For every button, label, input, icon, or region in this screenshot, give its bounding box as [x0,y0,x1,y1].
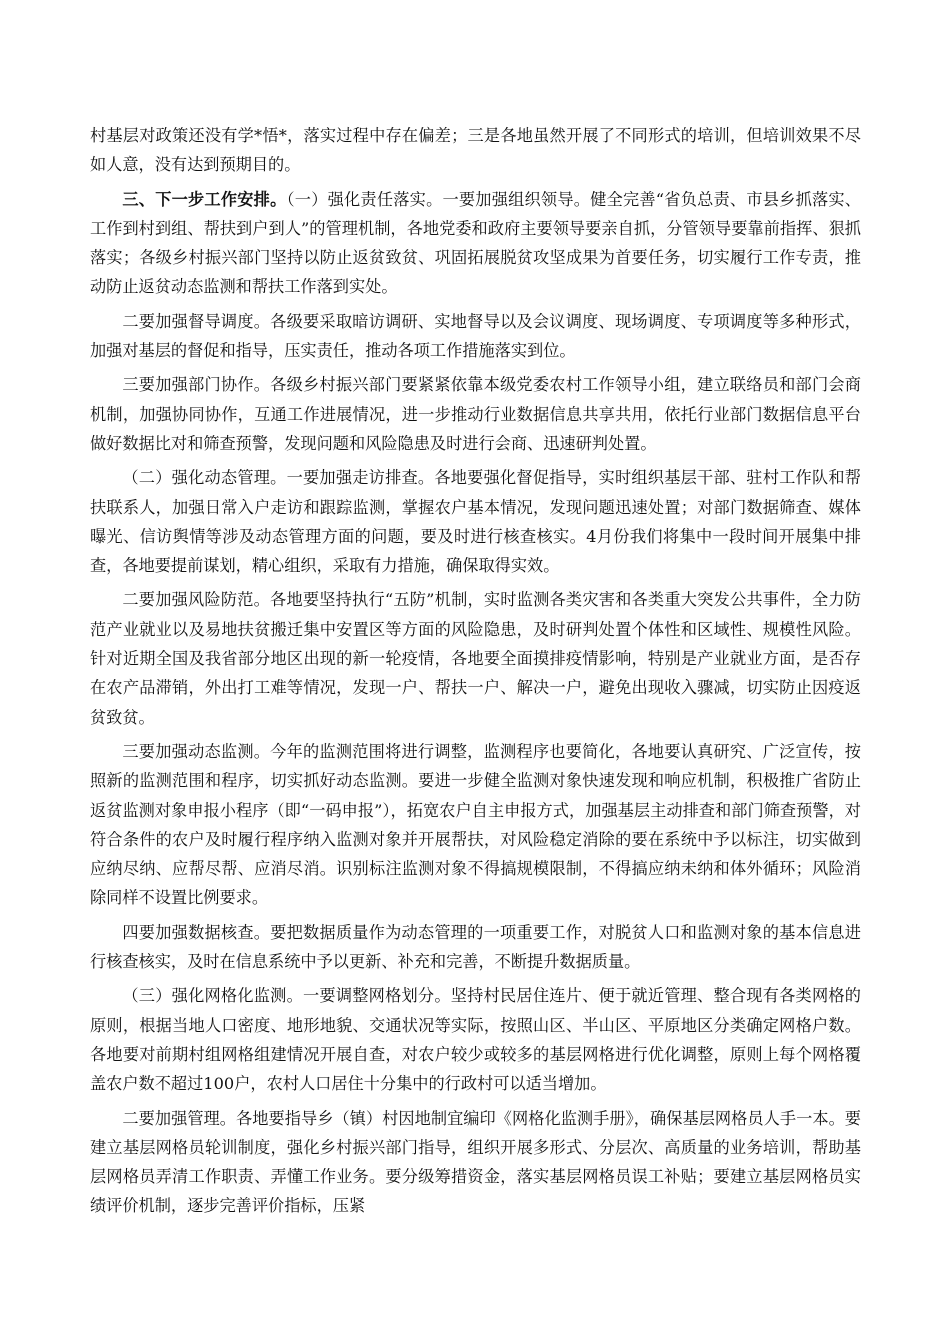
paragraph-text: （二）强化动态管理。一要加强走访排查。各地要强化督促指导，实时组织基层干部、驻村工作队和帮扶联系人，加强日常入户走访和跟踪监测，掌握农户基本情况，发现问题迅速处置；对部门数据筛查、媒体曝光、信访舆情等涉及动态管理方面的问题，要及时进行核查核实。4月份我们将集中一段时间开展集中排查，各地要提前谋划，精心组织，采取有力措施，确保取得实效。 [90,468,861,576]
paragraph-continuation [90,121,861,180]
paragraph-coordination [90,370,861,458]
paragraph-text: 二要加强督导调度。各级要采取暗访调研、实地督导以及会议调度、现场调度、专项调度等多种形式，加强对基层的督促和指导，压实责任，推动各项工作措施落实到位。 [90,311,861,361]
document-page [90,121,861,1226]
paragraph-text: 二要加强管理。各地要指导乡（镇）村因地制宜编印《网格化监测手册》，确保基层网格员人手一本。要建立基层网格员轮训制度，强化乡村振兴部门指导，组织开展多形式、分层次、高质量的业务培训，帮助基层网格员弄清工作职责、弄懂工作业务。要分级筹措资金，落实基层网格员误工补贴；要建立基层网格员实绩评价机制，逐步完善评价指标，压紧 [90,1108,861,1216]
paragraph-supervision [90,307,861,366]
paragraph-text: （三）强化网格化监测。一要调整网格划分。坚持村民居住连片、便于就近管理、整合现有各类网格的原则，根据当地人口密度、地形地貌、交通状况等实际，按照山区、半山区、平原地区分类确定网格户数。各地要对前期村组网格组建情况开展自查，对农户较少或较多的基层网格进行优化调整，原则上每个网格覆盖农户数不超过100户，农村人口居住十分集中的行政村可以适当增加。 [90,986,861,1094]
paragraph-dynamic-management [90,463,861,580]
paragraph-text: 三要加强部门协作。各级乡村振兴部门要紧紧依靠本级党委农村工作领导小组，建立联络员和部门会商机制，加强协同协作，互通工作进展情况，进一步推动行业数据信息共享共用，依托行业部门数据信息平台做好数据比对和筛查预警，发现问题和风险隐患及时进行会商、迅速研判处置。 [90,375,861,453]
section-heading: 三、下一步工作安排。 [122,189,287,209]
paragraph-data-verification [90,918,861,977]
paragraph-dynamic-monitoring [90,737,861,913]
paragraph-text: （一）强化责任落实。一要加强组织领导。健全完善“省负总责、市县乡抓落实、工作到村到组、帮扶到户到人”的管理机制，各地党委和政府主要领导要亲自抓，分管领导要靠前指挥、狠抓落实；各级乡村振兴部门坚持以防止返贫致贫、巩固拓展脱贫攻坚成果为首要任务，切实履行工作专责，推动防止返贫动态监测和帮扶工作落到实处。 [90,189,861,297]
paragraph-risk-prevention [90,585,861,731]
paragraph-grid-management [90,1104,861,1221]
paragraph-text: 二要加强风险防范。各地要坚持执行“五防”机制，实时监测各类灾害和各类重大突发公共事件，全力防范产业就业以及易地扶贫搬迁集中安置区等方面的风险隐患，及时研判处置个体性和区域性、规模性风险。针对近期全国及我省部分地区出现的新一轮疫情，各地要全面摸排疫情影响，特别是产业就业方面，是否存在农产品滞销，外出打工难等情况，发现一户、帮扶一户、解决一户，避免出现收入骤减，切实防止因疫返贫致贫。 [90,590,861,727]
paragraph-next-steps [90,185,861,302]
paragraph-text: 村基层对政策还没有学*悟*，落实过程中存在偏差；三是各地虽然开展了不同形式的培训，但培训效果不尽如人意，没有达到预期目的。 [90,126,861,175]
paragraph-grid-monitoring [90,981,861,1098]
paragraph-text: 四要加强数据核查。要把数据质量作为动态管理的一项重要工作，对脱贫人口和监测对象的基本信息进行核查核实，及时在信息系统中予以更新、补充和完善，不断提升数据质量。 [90,922,861,972]
paragraph-text: 三要加强动态监测。今年的监测范围将进行调整，监测程序也要简化，各地要认真研究、广泛宣传，按照新的监测范围和程序，切实抓好动态监测。要进一步健全监测对象快速发现和响应机制，积极推广省防止返贫监测对象申报小程序（即“一码申报”），拓宽农户自主申报方式，加强基层主动排查和部门筛查预警，对符合条件的农户及时履行程序纳入监测对象并开展帮扶，对风险稳定消除的要在系统中予以标注，切实做到应纳尽纳、应帮尽帮、应消尽消。识别标注监测对象不得搞规模限制，不得搞应纳未纳和体外循环；风险消除同样不设置比例要求。 [90,741,861,908]
